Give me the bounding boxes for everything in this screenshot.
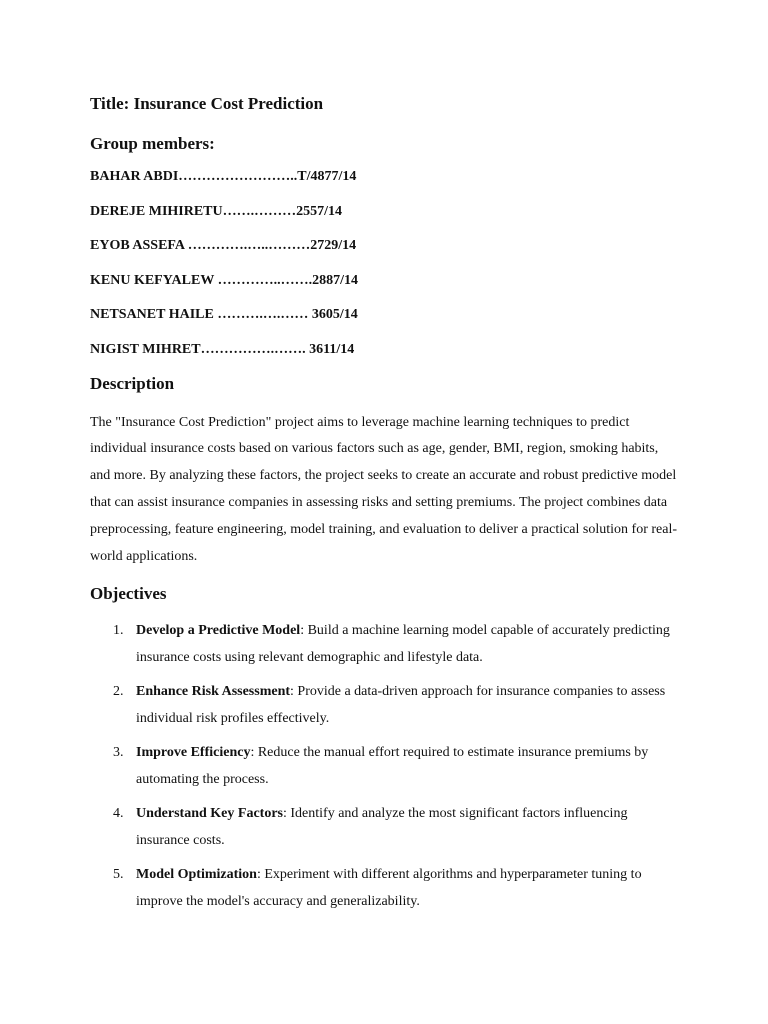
objective-item bbox=[90, 617, 676, 671]
group-members-list bbox=[90, 167, 678, 360]
objective-number: 5. bbox=[113, 867, 124, 883]
objective-title: Enhance Risk Assessment bbox=[136, 684, 291, 700]
objective-item bbox=[90, 800, 676, 854]
objective-text: : Build a machine learning model capable of accurately predicting insurance costs using relevant demographic and lifestyle data. bbox=[136, 623, 670, 666]
group-member: NETSANET HAILE ……….….…… 3605/14 bbox=[90, 307, 358, 323]
objective-item bbox=[90, 739, 676, 793]
description-paragraph: The "Insurance Cost Prediction" project aims to leverage machine learning techniques to predict individual insurance costs based on various factors such as age, gender, BMI, region, smoking habits, and more. By analyzing these factors, the project seeks to create an accurate and robust predictive model that can assist insurance companies in assessing risks and setting premiums. The project combines data preprocessing, feature engineering, model training, and evaluation to deliver a practical solution for real-world applications. bbox=[90, 414, 677, 564]
objectives-heading: Objectives bbox=[90, 584, 167, 604]
objective-text: : Reduce the manual effort required to estimate insurance premiums by automating the process. bbox=[136, 745, 649, 788]
group-member: DEREJE MIHIRETU…….………2557/14 bbox=[90, 203, 343, 219]
document-title: Title: Insurance Cost Prediction bbox=[90, 94, 324, 113]
group-member: BAHAR ABDI……………………..T/4877/14 bbox=[90, 169, 357, 184]
objective-title: Improve Efficiency bbox=[136, 745, 251, 761]
objective-item bbox=[90, 861, 676, 915]
group-member: NIGIST MIHRET…………….……. 3611/14 bbox=[90, 341, 355, 357]
group-members-heading: Group members: bbox=[90, 134, 215, 153]
objective-title: Model Optimization bbox=[136, 867, 257, 883]
objective-number: 1. bbox=[113, 623, 124, 639]
objective-title: Develop a Predictive Model bbox=[136, 623, 301, 639]
description-heading: Description bbox=[90, 373, 175, 393]
objective-item bbox=[90, 678, 676, 732]
objective-number: 3. bbox=[113, 745, 124, 761]
objective-text: : Provide a data-driven approach for insurance companies to assess individual risk profiles effectively. bbox=[136, 684, 666, 727]
objective-text: : Experiment with different algorithms and hyperparameter tuning to improve the model's accuracy and generalizability. bbox=[136, 867, 642, 910]
objectives-list bbox=[90, 617, 678, 915]
objective-number: 4. bbox=[113, 806, 124, 822]
objective-text: : Identify and analyze the most significant factors influencing insurance costs. bbox=[136, 806, 628, 849]
objective-title: Understand Key Factors bbox=[136, 806, 283, 822]
group-member: KENU KEFYALEW …………..…….2887/14 bbox=[90, 272, 358, 288]
objective-number: 2. bbox=[113, 684, 124, 700]
group-member: EYOB ASSEFA ………….…..………2729/14 bbox=[90, 238, 357, 254]
